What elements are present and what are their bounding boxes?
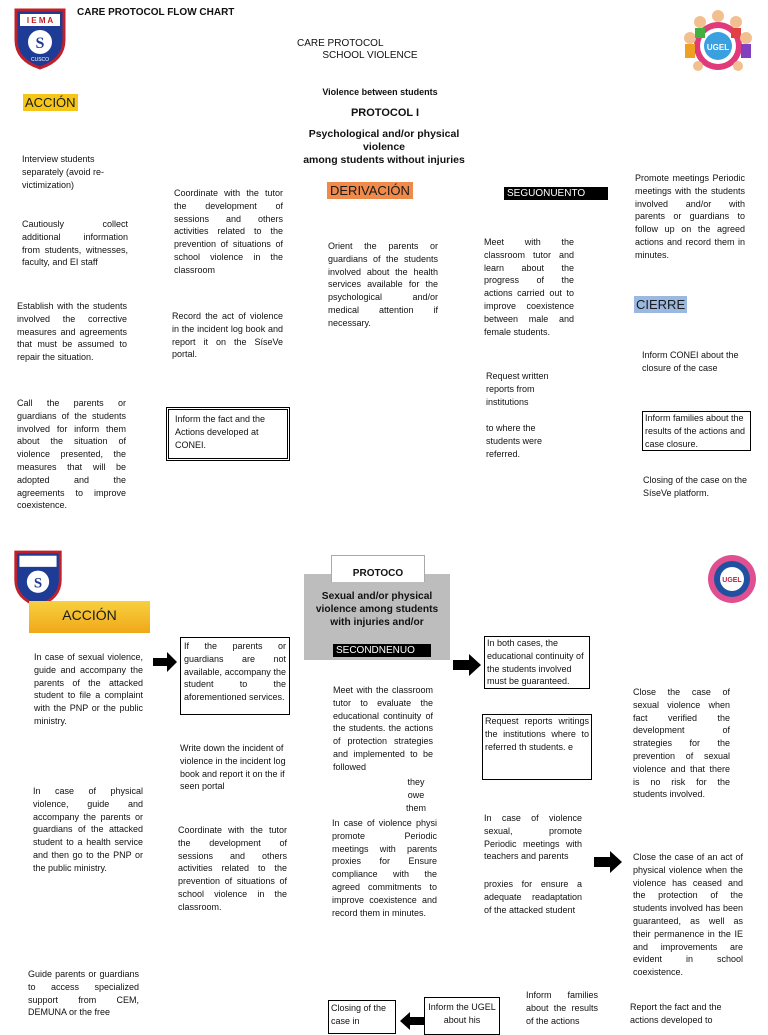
col5-inform-families-box: Inform families about the results of the actions and case closure.: [642, 411, 751, 451]
p2-col3-inform-ugel-box: Inform the UGEL about his: [424, 997, 500, 1035]
p2-col3-physical: In case of violence physi promote Periodic meetings with parents proxies for Ensure compliance with the agreed commitments to improve coexistence and record them in minutes.: [332, 818, 437, 918]
col3-orient: Orient the parents or guardians of the students involved about the health services available for the psychological and/or medical attention if necessary.: [328, 241, 438, 328]
p2-col2-write: Write down the incident of violence in the incident log book and report it on the if seen portal: [180, 743, 286, 792]
p2-col1-sexual: In case of sexual violence, guide and accompany the parents of the attacked student to file a complaint with the PNP or the public ministry.: [34, 652, 143, 726]
arrow-right-icon-3: [594, 851, 622, 873]
col5-promote: Promote meetings Periodic meetings with the students involved and/or with parents or guardians to follow up on the agreed actions and record them in minutes.: [635, 173, 745, 260]
ugel-logo-2: [706, 552, 758, 606]
p2-col3-meet: Meet with the classroom tutor to evaluate the educational continuity of the students. the actions of protection strategies and implemented to be followed: [333, 685, 433, 772]
svg-text:S: S: [33, 575, 43, 592]
col1-establish: Establish with the students involved the corrective measures and agreements that must be assumed to repair the situation.: [17, 301, 127, 363]
p2-col5-close-physical: Close the case of an act of physical violence when the violence has ceased and the protection of the students involved has been guaranteed, as well as their permanence in the IE and improvements are evident in school coexistence.: [633, 852, 743, 978]
school-shield-logo: [12, 6, 68, 70]
col5-closing: Closing of the case on the SíseVe platform.: [643, 475, 748, 498]
shield-sub: CUSCO: [30, 57, 50, 63]
p2-col3-overlap: they owe them: [405, 777, 426, 813]
ugel-text: UGEL: [706, 43, 730, 52]
col4-meet: Meet with the classroom tutor and learn about the progress of the actions carried out to improve coexistence between male and female students.: [484, 237, 574, 337]
col2-record: Record the act of violence in the incident log book and report it on the SíseVe portal.: [172, 311, 283, 360]
col1-collect: Cautiously collect additional information from students, witnesses, faculty, and EI staff: [22, 219, 128, 268]
col1-call-parents: Call the parents or guardians of the students involved for inform them about the situation of violence presented, the measures that will be adopted and the agreements to improve coexistence.: [17, 398, 126, 511]
col1-interview: Interview students separately (avoid re-victimization): [22, 154, 105, 190]
protocol-title: Sexual and/or physical violence among students with injuries and/or: [315, 591, 439, 628]
school-shield-logo-2: [12, 548, 64, 608]
p2-col4-inform-families: Inform families about the results of the actions: [526, 990, 598, 1026]
p2-col1-physical: In case of physical violence, guide and accompany the parents or guardians of the attacked student to a health service and then go to the PNP or the public ministry.: [33, 786, 143, 873]
svg-text:S: S: [35, 35, 45, 52]
col5-inform-conei: Inform CONEI about the closure of the case: [642, 350, 739, 373]
protocol-label: PROTOCOL I: [350, 107, 420, 119]
seguimiento-label: SEGUONUENTO: [504, 187, 608, 200]
p2-col5-close-sexual: Close the case of sexual violence when fact verified the development of strategies for the prevention of sexual violence and that there is no risk for the students involved.: [633, 687, 730, 800]
col2-inform-box: Inform the fact and the Actions developed at CONEI.: [166, 407, 290, 461]
ugel-kids-logo: [678, 8, 758, 78]
col2-coordinate: Coordinate with the tutor the development of sessions and others activities related to the prevention of situations of school violence in the classroom: [174, 188, 283, 275]
p2-col4-box: In both cases, the educational continuity of the students involved must be guaranteed.: [484, 636, 590, 689]
accion-label: ACCIÓN: [25, 95, 76, 110]
p2-col4-sexual: In case of violence sexual, promote Periodic meetings with teachers and parents: [484, 813, 582, 862]
header-title: CARE PROTOCOL FLOW CHART: [77, 7, 235, 18]
col4-request: Request written reports from institutions: [486, 371, 549, 407]
accion-label-2: ACCIÓN: [29, 601, 150, 633]
arrow-right-icon: [153, 652, 177, 672]
p2-col5-report: Report the fact and the actions developed to: [630, 1002, 722, 1025]
svg-text:UGEL: UGEL: [722, 577, 742, 584]
col4-request-to: to where the students were referred.: [486, 423, 543, 459]
derivacion-label: DERIVACIÓN: [327, 182, 413, 199]
care-protocol-heading: CARE PROTOCOL SCHOOL VIOLENCE: [297, 38, 418, 61]
p2-col4-proxies: proxies for ensure a adequate readaptation of the attacked student: [484, 879, 582, 915]
protocol-description: Psychological and/or physical violence among students without injuries: [303, 128, 465, 166]
cierre-label: CIERRE: [636, 297, 686, 312]
violence-between-heading: Violence between students: [322, 87, 438, 97]
arrow-right-icon-2: [453, 654, 481, 676]
shield-letters: I E M A: [26, 16, 54, 25]
p2-col2-coordinate: Coordinate with the tutor the development of sessions and others activities related to the prevention of situations of school violence in the classroom.: [178, 825, 287, 912]
p2-col4-request-box: Request reports writings the institutions where to referred th students. e: [482, 714, 592, 780]
p2-col1-guide: Guide parents or guardians to access specialized support from CEM, DEMUNA or the free: [28, 969, 139, 1018]
protoco-label: PROTOCO: [331, 555, 425, 582]
p2-col3-closing-box: Closing of the case in: [328, 1000, 396, 1034]
secondnenuo-label: SECONDNENUO: [333, 644, 431, 657]
p2-col2-box: If the parents or guardians are not available, accompany the student to the aforementioned services.: [180, 637, 290, 715]
arrow-left-icon: [400, 1012, 424, 1030]
